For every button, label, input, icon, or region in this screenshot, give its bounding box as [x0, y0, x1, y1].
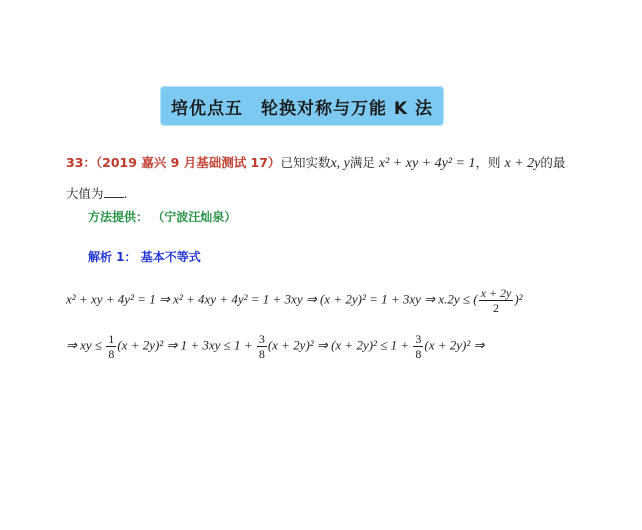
problem-text6: . — [123, 186, 128, 201]
problem-text5: 大值为 — [66, 186, 104, 201]
eq2-part4: (x + 2y)² ⇒ — [424, 337, 485, 353]
eq2-frac-3-8-b — [413, 332, 423, 361]
eq2-frac-3-8-a — [257, 332, 267, 361]
eq2-part2: (x + 2y)² ⇒ 1 + 3xy ≤ 1 + — [117, 337, 253, 353]
problem-text4: 的最 — [540, 155, 566, 170]
section-title-part1: 培优点五 — [170, 98, 243, 119]
eq2-frac1-num: 1 — [108, 332, 115, 346]
eq1-frac-den: 2 — [492, 301, 499, 315]
problem-statement — [66, 148, 586, 209]
section-title-banner — [160, 86, 444, 126]
problem-target: x + 2y — [504, 156, 541, 171]
problem-condition: x² + xy + 4y² = 1 — [378, 156, 476, 171]
analysis-heading — [88, 248, 201, 265]
eq2-part3: (x + 2y)² ⇒ (x + 2y)² ≤ 1 + — [267, 337, 410, 353]
eq2-frac2-num: 3 — [258, 332, 265, 346]
problem-vars: x, y — [330, 156, 350, 171]
section-title-part2: 轮换对称与万能 K 法 — [260, 98, 433, 119]
eq2-frac2-den: 8 — [258, 347, 265, 361]
eq1-part1: x² + xy + 4y² = 1 ⇒ x² + 4xy + 4y² = 1 + 3xy ⇒ (x + 2y)² = 1 + 3xy ⇒ x.2y ≤ ( — [66, 291, 478, 307]
eq1-part2: )² — [514, 291, 523, 307]
eq1-frac-num: x + 2y — [480, 286, 512, 300]
analysis-name: 基本不等式 — [140, 250, 201, 264]
method-credit — [88, 208, 236, 225]
problem-text2: 满足 — [349, 155, 375, 170]
equation-line-1 — [66, 286, 523, 315]
eq2-frac3-den: 8 — [415, 347, 422, 361]
problem-number-source: 33：（2019 嘉兴 9 月基础测试 17） — [66, 155, 281, 170]
eq2-frac-1-8 — [106, 332, 116, 361]
method-name: （宁波汪灿泉） — [152, 210, 237, 224]
method-label: 方法提供： — [88, 210, 149, 224]
answer-blank — [104, 197, 124, 198]
equation-line-2 — [66, 332, 484, 361]
eq1-fraction — [479, 286, 514, 315]
eq2-frac1-den: 8 — [108, 347, 115, 361]
problem-text1: 已知实数 — [280, 155, 331, 170]
eq2-frac3-num: 3 — [415, 332, 422, 346]
analysis-label: 解析 1： — [88, 250, 137, 264]
problem-text3: ，则 — [475, 155, 501, 170]
eq2-part1: ⇒ xy ≤ — [66, 337, 103, 353]
